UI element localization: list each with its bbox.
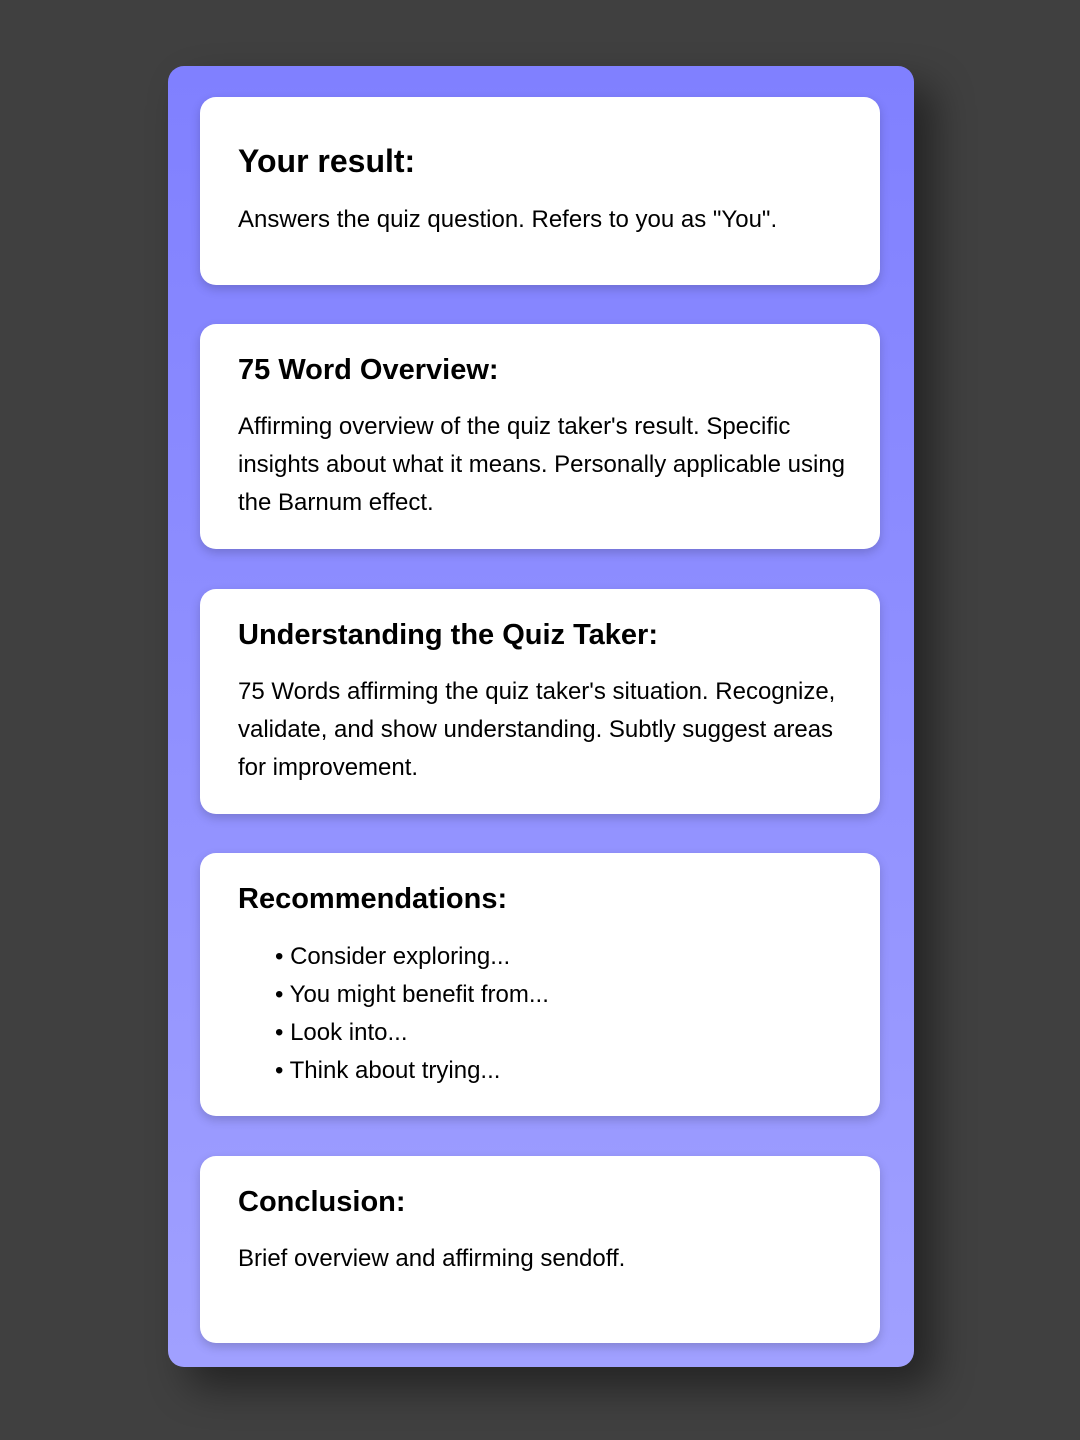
section-title: 75 Word Overview: xyxy=(238,354,499,386)
list-item: • Look into... xyxy=(275,1014,549,1052)
section-body: Answers the quiz question. Refers to you as "You". xyxy=(238,206,778,233)
section-title: Recommendations: xyxy=(238,883,508,915)
section-body: Affirming overview of the quiz taker's result. Specific insights about what it means. Personally applicable using the Barnum effect. xyxy=(238,413,846,516)
list-item: • Think about trying... xyxy=(275,1052,549,1090)
section-body: 75 Words affirming the quiz taker's situation. Recognize, validate, and show understanding. Subtly suggest areas for improvement. xyxy=(238,678,836,781)
section-title: Understanding the Quiz Taker: xyxy=(238,619,659,651)
overview-card xyxy=(200,324,880,549)
list-item: • You might benefit from... xyxy=(275,976,549,1014)
section-body: Brief overview and affirming sendoff. xyxy=(238,1245,626,1272)
recommendations-card xyxy=(200,853,880,1116)
result-panel xyxy=(168,66,914,1367)
section-title: Conclusion: xyxy=(238,1186,406,1218)
section-title: Your result: xyxy=(238,143,416,179)
conclusion-card xyxy=(200,1156,880,1343)
your-result-card xyxy=(200,97,880,285)
understanding-card xyxy=(200,589,880,814)
recommendations-list xyxy=(275,938,549,1090)
list-item: • Consider exploring... xyxy=(275,938,549,976)
